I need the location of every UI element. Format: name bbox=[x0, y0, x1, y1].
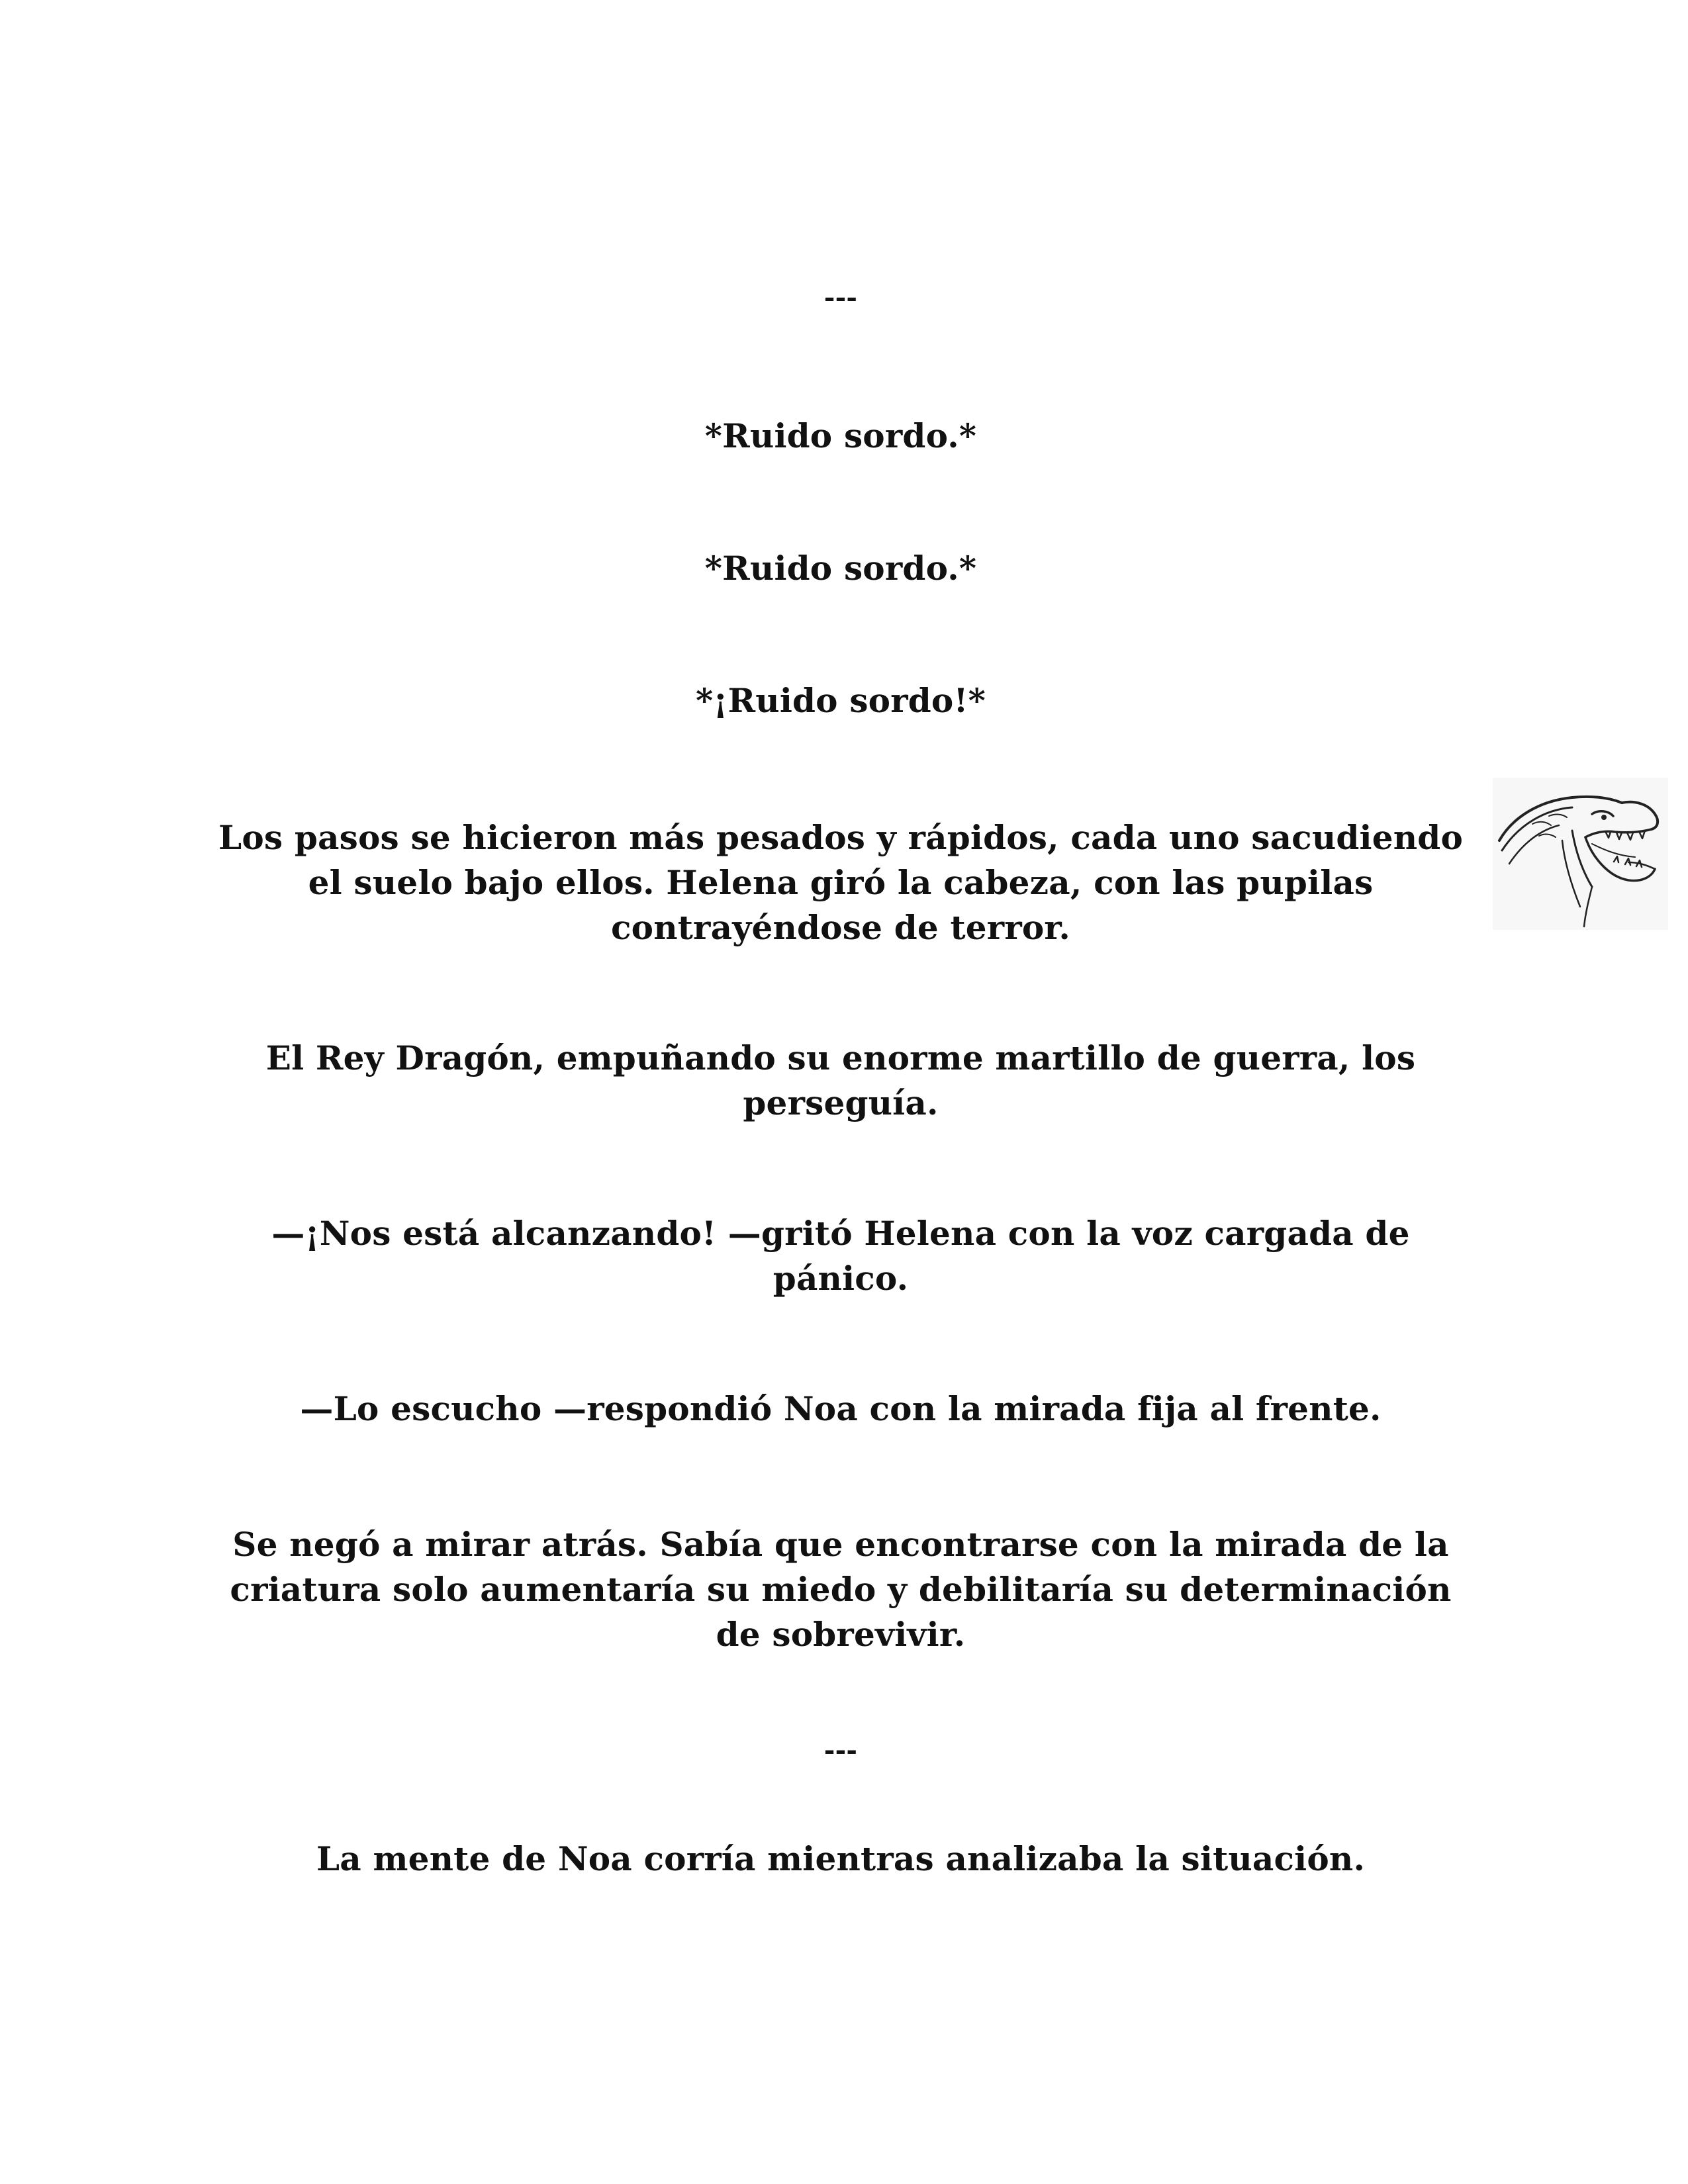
paragraph-8: Se negó a mirar atrás. Sabía que encontrarse con la mirada de la criatura solo aumentaría su miedo y debilitaría su determinación de sobrevivir. bbox=[230, 1525, 1452, 1654]
dinosaur-head-icon bbox=[1493, 778, 1668, 930]
paragraph-5: El Rey Dragón, empuñando su enorme martillo de guerra, los perseguía. bbox=[265, 1038, 1416, 1122]
paragraph-2: *Ruido sordo.* bbox=[704, 549, 977, 588]
paragraph-final: La mente de Noa corría mientras analizaba la situación. bbox=[316, 1839, 1366, 1878]
paragraph-4: Los pasos se hicieron más pesados y rápidos, cada uno sacudiendo el suelo bajo ellos. Helena giró la cabeza, con las pupilas contrayéndose de terror. bbox=[218, 818, 1464, 947]
section-separator-bottom: --- bbox=[823, 1735, 858, 1766]
paragraph-3: *¡Ruido sordo!* bbox=[696, 681, 986, 720]
paragraph-6: —¡Nos está alcanzando! —gritó Helena con la voz cargada de pánico. bbox=[271, 1214, 1410, 1298]
paragraph-1: *Ruido sordo.* bbox=[704, 416, 977, 455]
section-separator-top: --- bbox=[823, 282, 858, 313]
paragraph-7: —Lo escucho —respondió Noa con la mirada fija al frente. bbox=[300, 1389, 1382, 1428]
